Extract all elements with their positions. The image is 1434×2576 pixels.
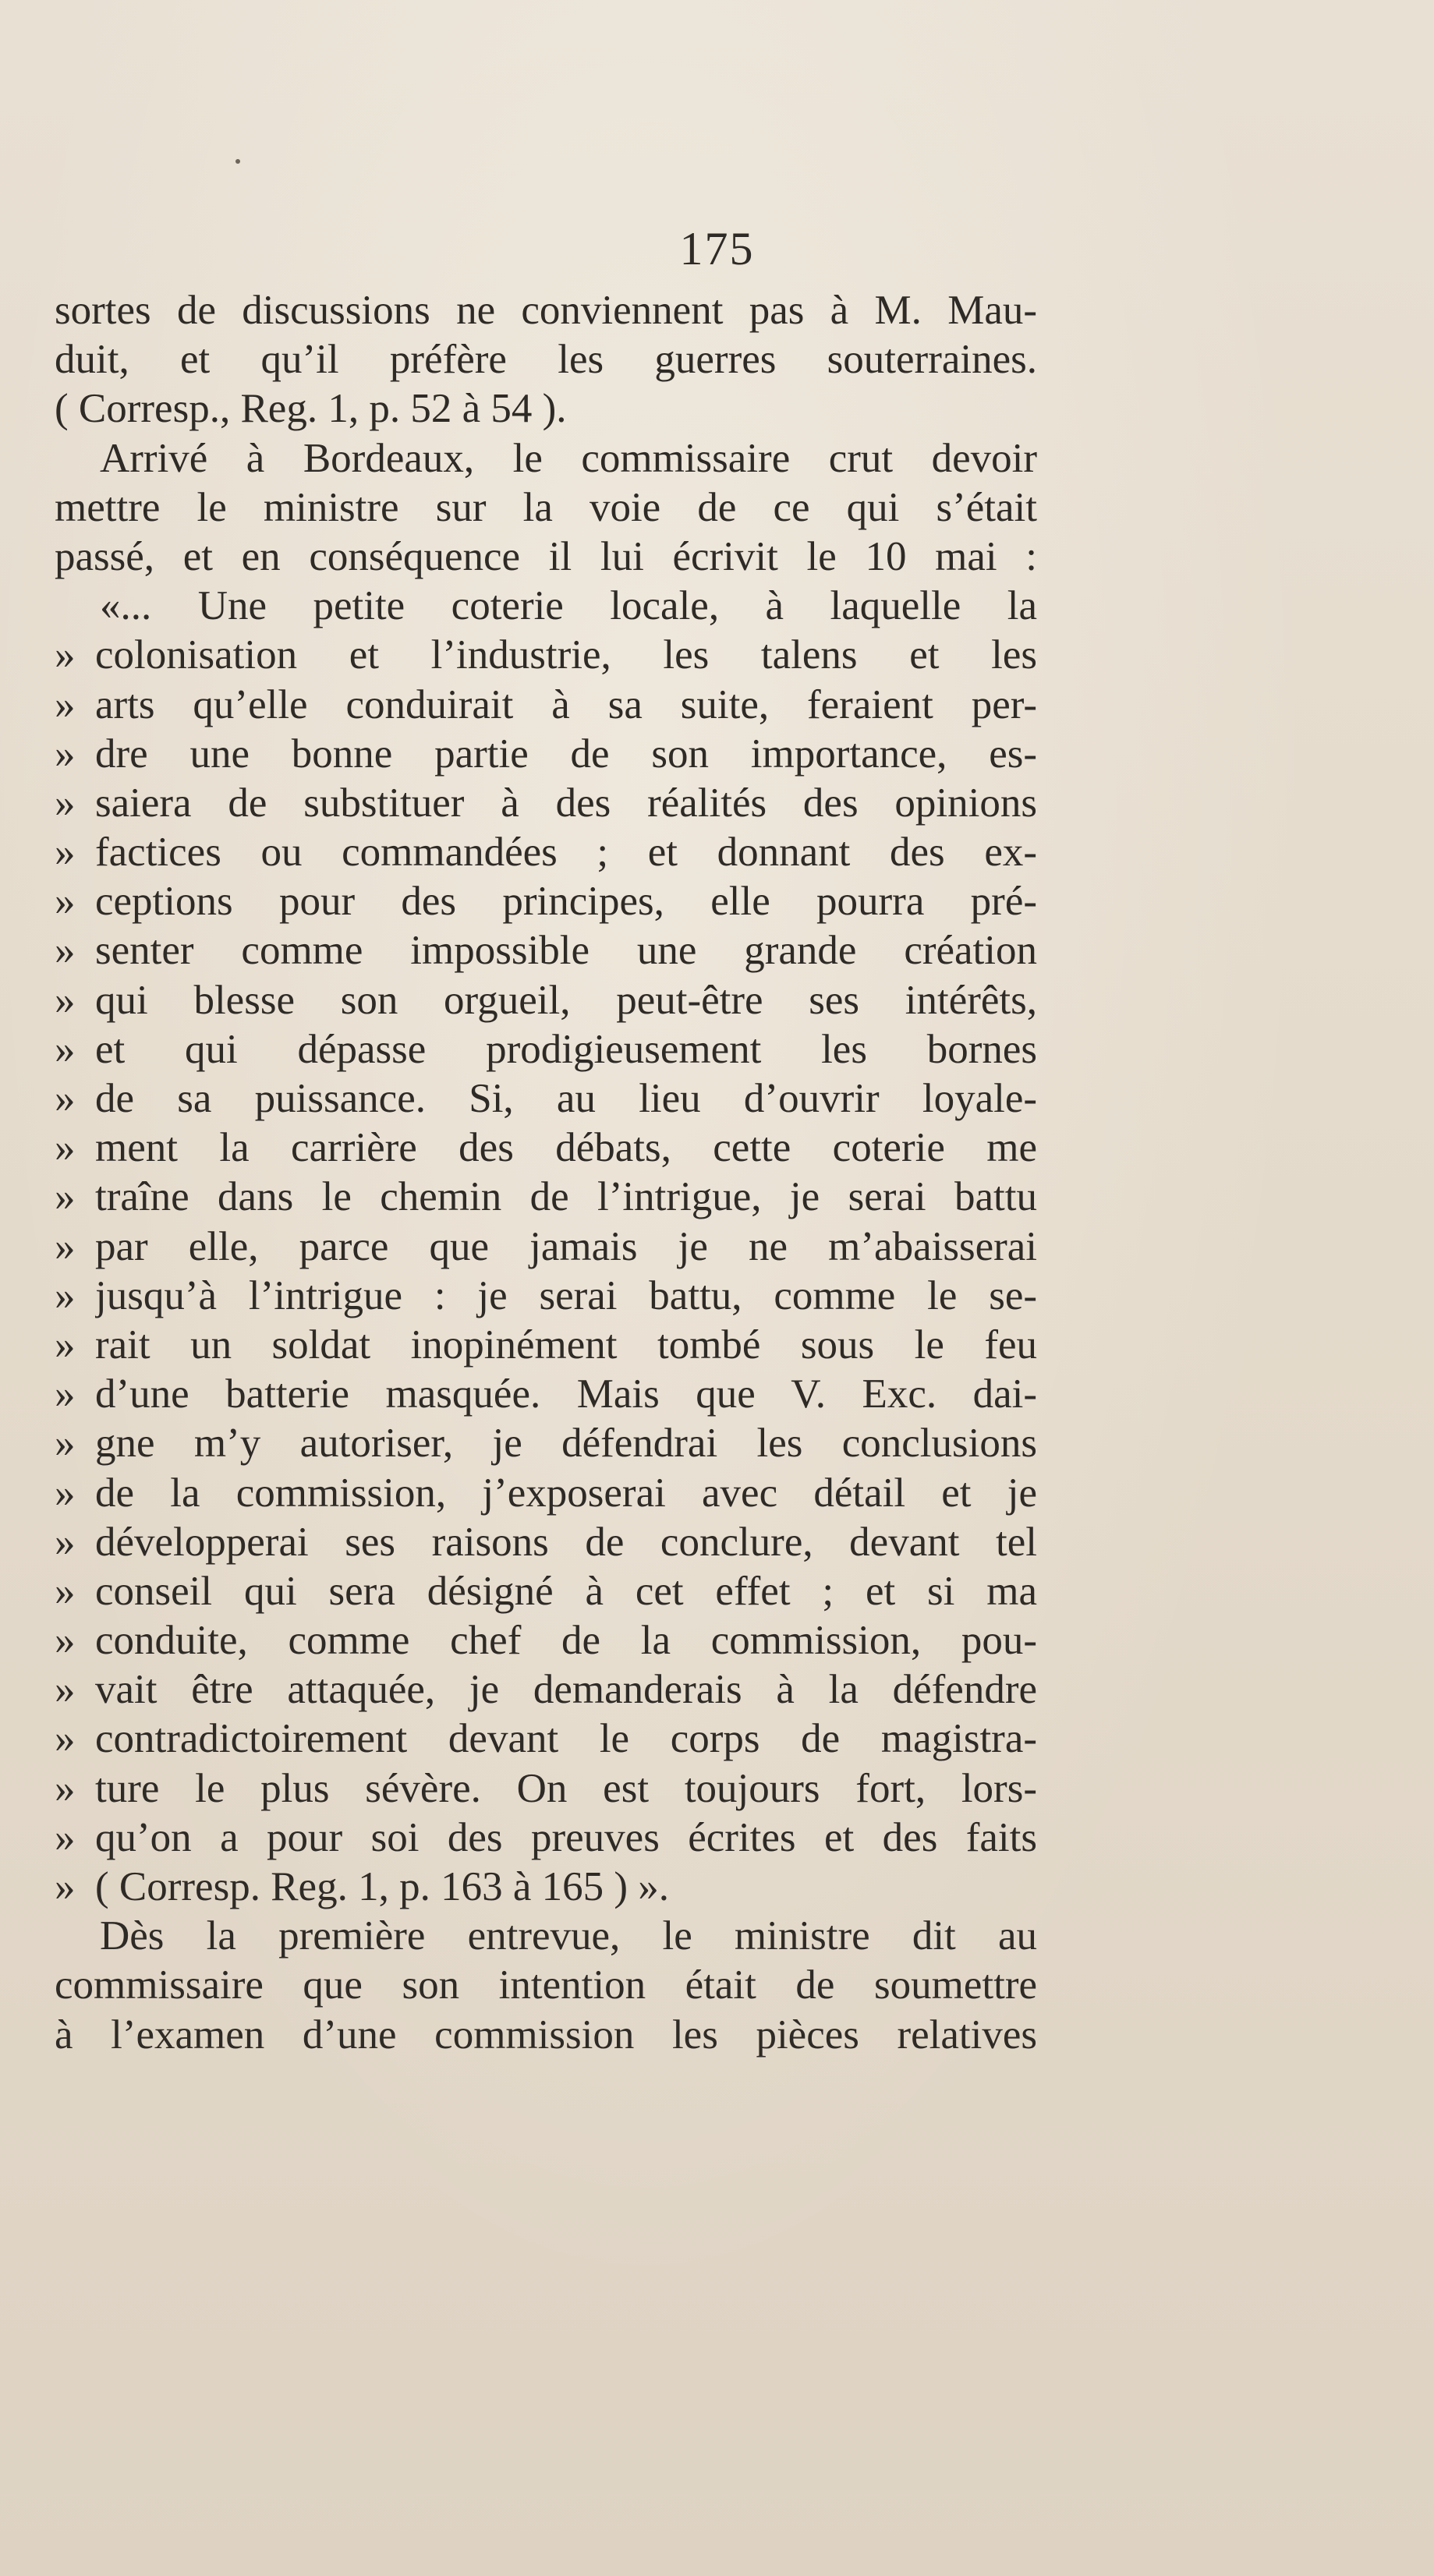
quote-mark: »: [55, 1814, 76, 1860]
text-line-content: arts qu’elle conduirait à sa suite, feraient per-: [95, 681, 1037, 727]
quote-mark: »: [55, 1519, 76, 1565]
body-text: [55, 286, 1037, 2060]
text-line-content: saiera de substituer à des réalités des opinions: [95, 780, 1037, 826]
text-line-content: jusqu’à l’intrigue : je serai battu, comme le se-: [95, 1272, 1037, 1318]
text-line: [55, 1173, 1037, 1222]
quote-mark: »: [55, 830, 76, 876]
text-line-content: factices ou commandées ; et donnant des ex-: [95, 830, 1037, 876]
text-line: Dès la première entrevue, le ministre dit au: [100, 1913, 1037, 1959]
text-line-content: de la commission, j’exposerai avec détail et je: [95, 1470, 1037, 1516]
quote-mark: »: [55, 1174, 76, 1220]
text-line: à l’examen d’une commission les pièces relatives: [55, 2012, 1037, 2058]
text-line-content: par elle, parce que jamais je ne m’abaisserai: [95, 1223, 1037, 1269]
text-line: [55, 1714, 1037, 1764]
text-line-content: conduite, comme chef de la commission, pou-: [95, 1618, 1037, 1664]
text-line-content: traîne dans le chemin de l’intrigue, je serai battu: [95, 1174, 1037, 1220]
text-line-content: rait un soldat inopinément tombé sous le feu: [95, 1322, 1037, 1368]
text-line-content: de sa puissance. Si, au lieu d’ouvrir loyale-: [95, 1076, 1037, 1121]
text-line: [55, 877, 1037, 926]
text-line-content: qui blesse son orgueil, peut-être ses intérêts,: [95, 977, 1037, 1023]
text-line: [55, 1123, 1037, 1173]
quote-mark: »: [55, 879, 76, 925]
text-line: [55, 1616, 1037, 1665]
text-line-content: gne m’y autoriser, je défendrai les conclusions: [95, 1421, 1037, 1467]
text-line: [55, 730, 1037, 779]
quote-mark: »: [55, 1125, 76, 1171]
quote-mark: »: [55, 1765, 76, 1811]
text-line-content: vait être attaquée, je demanderais à la défendre: [95, 1667, 1037, 1713]
quote-mark: »: [55, 928, 76, 974]
text-line: [55, 1321, 1037, 1370]
text-line: [55, 1863, 1037, 1912]
quote-mark: »: [55, 977, 76, 1023]
text-line: [55, 1419, 1037, 1468]
text-line: [55, 1074, 1037, 1123]
quote-mark: »: [55, 1864, 76, 1909]
text-line: «... Une petite coterie locale, à laquelle la: [100, 583, 1037, 629]
quote-mark: »: [55, 1421, 76, 1467]
text-line: [55, 1469, 1037, 1518]
text-line: [55, 1370, 1037, 1419]
quote-mark: »: [55, 1470, 76, 1516]
text-line: [55, 631, 1037, 680]
text-line: [55, 828, 1037, 877]
text-line: ( Corresp., Reg. 1, p. 52 à 54 ).: [55, 386, 567, 432]
quote-mark: »: [55, 1322, 76, 1368]
text-line: mettre le ministre sur la voie de ce qui s’était: [55, 484, 1037, 530]
text-line: [55, 976, 1037, 1025]
quote-mark: »: [55, 632, 76, 678]
text-line-content: ( Corresp. Reg. 1, p. 163 à 165 ) ».: [95, 1864, 669, 1909]
text-line: [55, 1518, 1037, 1567]
page-number: 175: [679, 223, 755, 274]
text-line-content: et qui dépasse prodigieusement les bornes: [95, 1026, 1037, 1072]
text-line-content: ceptions pour des principes, elle pourra pré-: [95, 879, 1037, 925]
ink-speck: [235, 159, 240, 164]
text-line-content: senter comme impossible une grande création: [95, 928, 1037, 974]
quote-mark: »: [55, 1568, 76, 1614]
text-line: duit, et qu’il préfère les guerres souterraines.: [55, 337, 1037, 383]
text-line: sortes de discussions ne conviennent pas à M. Mau-: [55, 288, 1037, 333]
text-line-content: d’une batterie masquée. Mais que V. Exc. dai-: [95, 1371, 1037, 1417]
text-line: commissaire que son intention était de soumettre: [55, 1962, 1037, 2008]
text-line: [55, 681, 1037, 730]
text-line-content: ment la carrière des débats, cette coterie me: [95, 1125, 1037, 1171]
text-line-content: dre une bonne partie de son importance, es-: [95, 731, 1037, 777]
quote-mark: »: [55, 681, 76, 727]
text-line-content: ture le plus sévère. On est toujours fort, lors-: [95, 1765, 1037, 1811]
text-line-content: contradictoirement devant le corps de magistra-: [95, 1716, 1037, 1762]
text-line: [55, 1567, 1037, 1616]
text-line: [55, 1764, 1037, 1813]
text-line: [55, 926, 1037, 975]
text-line-content: qu’on a pour soi des preuves écrites et des faits: [95, 1814, 1037, 1860]
quote-mark: »: [55, 780, 76, 826]
quote-mark: »: [55, 1076, 76, 1121]
text-line: [55, 1223, 1037, 1272]
quote-mark: »: [55, 1223, 76, 1269]
quote-mark: »: [55, 1618, 76, 1664]
quote-mark: »: [55, 1272, 76, 1318]
quote-mark: »: [55, 1667, 76, 1713]
text-line: [55, 779, 1037, 828]
text-line: passé, et en conséquence il lui écrivit le 10 mai :: [55, 533, 1037, 579]
quote-mark: »: [55, 1371, 76, 1417]
text-line: [55, 1272, 1037, 1321]
text-line: [55, 1025, 1037, 1074]
text-line-content: conseil qui sera désigné à cet effet ; et si ma: [95, 1568, 1037, 1614]
text-line-content: développerai ses raisons de conclure, devant tel: [95, 1519, 1037, 1565]
text-line: [55, 1813, 1037, 1863]
quote-mark: »: [55, 1026, 76, 1072]
text-line: Arrivé à Bordeaux, le commissaire crut devoir: [100, 435, 1037, 481]
text-line-content: colonisation et l’industrie, les talens et les: [95, 632, 1037, 678]
quote-mark: »: [55, 731, 76, 777]
quote-mark: »: [55, 1716, 76, 1762]
text-line: [55, 1665, 1037, 1714]
